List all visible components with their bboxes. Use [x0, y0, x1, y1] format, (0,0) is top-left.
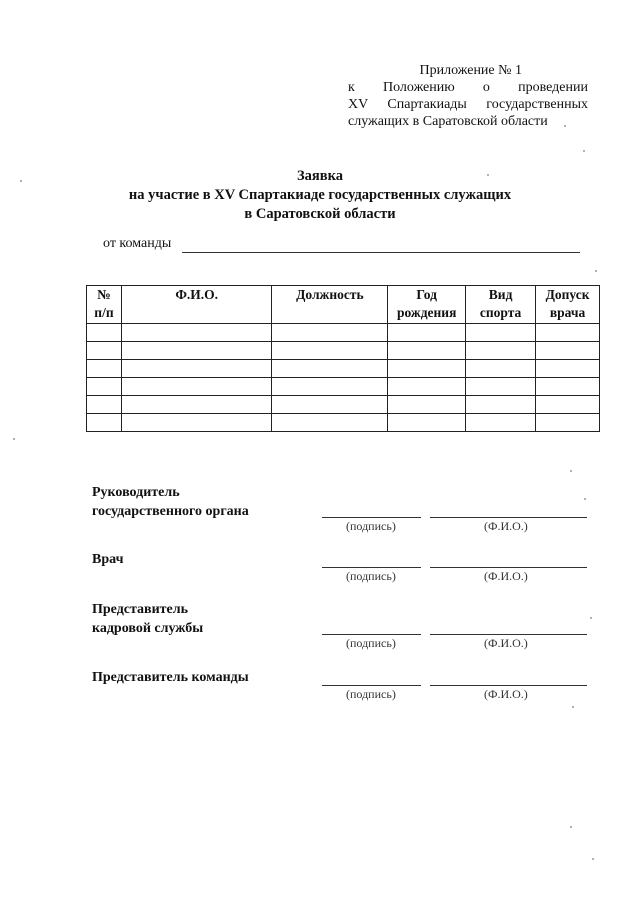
table-cell[interactable]	[272, 360, 388, 378]
sig-label-doctor: Врач	[92, 552, 124, 567]
scan-speck	[572, 706, 574, 708]
sig-label-team-rep: Представитель команды	[92, 670, 249, 685]
table-cell[interactable]	[87, 396, 122, 414]
table-cell[interactable]	[466, 342, 536, 360]
table-cell[interactable]	[388, 360, 466, 378]
scan-speck	[583, 150, 585, 152]
table-header-row	[87, 286, 600, 324]
scan-speck	[487, 174, 489, 176]
table-cell[interactable]	[536, 324, 600, 342]
sig-hr-cap-sign: (подпись)	[346, 636, 396, 650]
table-cell[interactable]	[536, 342, 600, 360]
header-position: Должность	[272, 286, 388, 324]
sig-hr-name-line[interactable]	[430, 634, 587, 635]
appendix-line-3: XV Спартакиады государственных	[348, 97, 588, 112]
table-cell[interactable]	[87, 342, 122, 360]
table-cell[interactable]	[536, 360, 600, 378]
table-cell[interactable]	[87, 378, 122, 396]
table-cell[interactable]	[388, 414, 466, 432]
scan-speck	[595, 270, 597, 272]
table-cell[interactable]	[272, 396, 388, 414]
table-body	[87, 324, 600, 432]
table-cell[interactable]	[272, 342, 388, 360]
header-birth-year: Год рождения	[388, 286, 466, 324]
table-cell[interactable]	[121, 378, 272, 396]
table-cell[interactable]	[536, 414, 600, 432]
header-doctor-clearance: Допуск врача	[536, 286, 600, 324]
sig-label-hr: Представитель кадровой службы	[92, 602, 204, 636]
table-cell[interactable]	[536, 396, 600, 414]
scan-speck	[592, 858, 594, 860]
table-cell[interactable]	[466, 360, 536, 378]
appendix-line-4: служащих в Саратовской области	[348, 114, 548, 129]
team-name-field[interactable]	[182, 252, 580, 253]
table-row	[87, 378, 600, 396]
sig-head-cap-sign: (подпись)	[346, 519, 396, 533]
table-row	[87, 414, 600, 432]
team-label: от команды	[103, 236, 172, 251]
header-number: № п/п	[87, 286, 122, 324]
table-cell[interactable]	[121, 414, 272, 432]
table-cell[interactable]	[388, 396, 466, 414]
sig-label-head: Руководитель государственного органа	[92, 485, 249, 519]
scan-speck	[584, 498, 586, 500]
appendix-line-1: Приложение № 1	[419, 63, 522, 78]
table-cell[interactable]	[87, 324, 122, 342]
scan-speck	[570, 826, 572, 828]
sig-hr-signature-line[interactable]	[322, 634, 421, 635]
table-cell[interactable]	[388, 324, 466, 342]
table-cell[interactable]	[466, 324, 536, 342]
scan-speck	[20, 180, 22, 182]
title-line-1: Заявка	[297, 168, 343, 184]
table-cell[interactable]	[388, 378, 466, 396]
sig-team-rep-signature-line[interactable]	[322, 685, 421, 686]
table-cell[interactable]	[121, 360, 272, 378]
table-row	[87, 396, 600, 414]
table-cell[interactable]	[87, 360, 122, 378]
header-full-name: Ф.И.О.	[121, 286, 272, 324]
table-cell[interactable]	[272, 378, 388, 396]
sig-doctor-name-line[interactable]	[430, 567, 587, 568]
table-cell[interactable]	[121, 342, 272, 360]
sig-hr-cap-name: (Ф.И.О.)	[484, 636, 528, 650]
table-row	[87, 342, 600, 360]
title-line-2: на участие в XV Спартакиаде государственных служащих	[128, 187, 512, 203]
participants-table	[86, 285, 600, 432]
table-row	[87, 324, 600, 342]
scan-speck	[564, 125, 566, 127]
document-title	[0, 167, 640, 224]
title-line-3: в Саратовской области	[244, 206, 396, 222]
sig-team-rep-cap-sign: (подпись)	[346, 687, 396, 701]
sig-team-rep-name-line[interactable]	[430, 685, 587, 686]
table-cell[interactable]	[272, 324, 388, 342]
sig-doctor-cap-name: (Ф.И.О.)	[484, 569, 528, 583]
sig-doctor-cap-sign: (подпись)	[346, 569, 396, 583]
table-cell[interactable]	[272, 414, 388, 432]
header-sport: Вид спорта	[466, 286, 536, 324]
scan-speck	[13, 438, 15, 440]
appendix-block	[348, 62, 588, 130]
table-cell[interactable]	[121, 396, 272, 414]
table-cell[interactable]	[388, 342, 466, 360]
table-cell[interactable]	[87, 414, 122, 432]
table-cell[interactable]	[536, 378, 600, 396]
appendix-line-2: к Положению о проведении	[348, 80, 588, 95]
table-cell[interactable]	[466, 414, 536, 432]
sig-head-name-line[interactable]	[430, 517, 587, 518]
table-cell[interactable]	[466, 396, 536, 414]
sig-team-rep-cap-name: (Ф.И.О.)	[484, 687, 528, 701]
scan-speck	[590, 617, 592, 619]
sig-head-cap-name: (Ф.И.О.)	[484, 519, 528, 533]
table-row	[87, 360, 600, 378]
sig-doctor-signature-line[interactable]	[322, 567, 421, 568]
scan-speck	[570, 470, 572, 472]
table-cell[interactable]	[466, 378, 536, 396]
table-cell[interactable]	[121, 324, 272, 342]
sig-head-signature-line[interactable]	[322, 517, 421, 518]
